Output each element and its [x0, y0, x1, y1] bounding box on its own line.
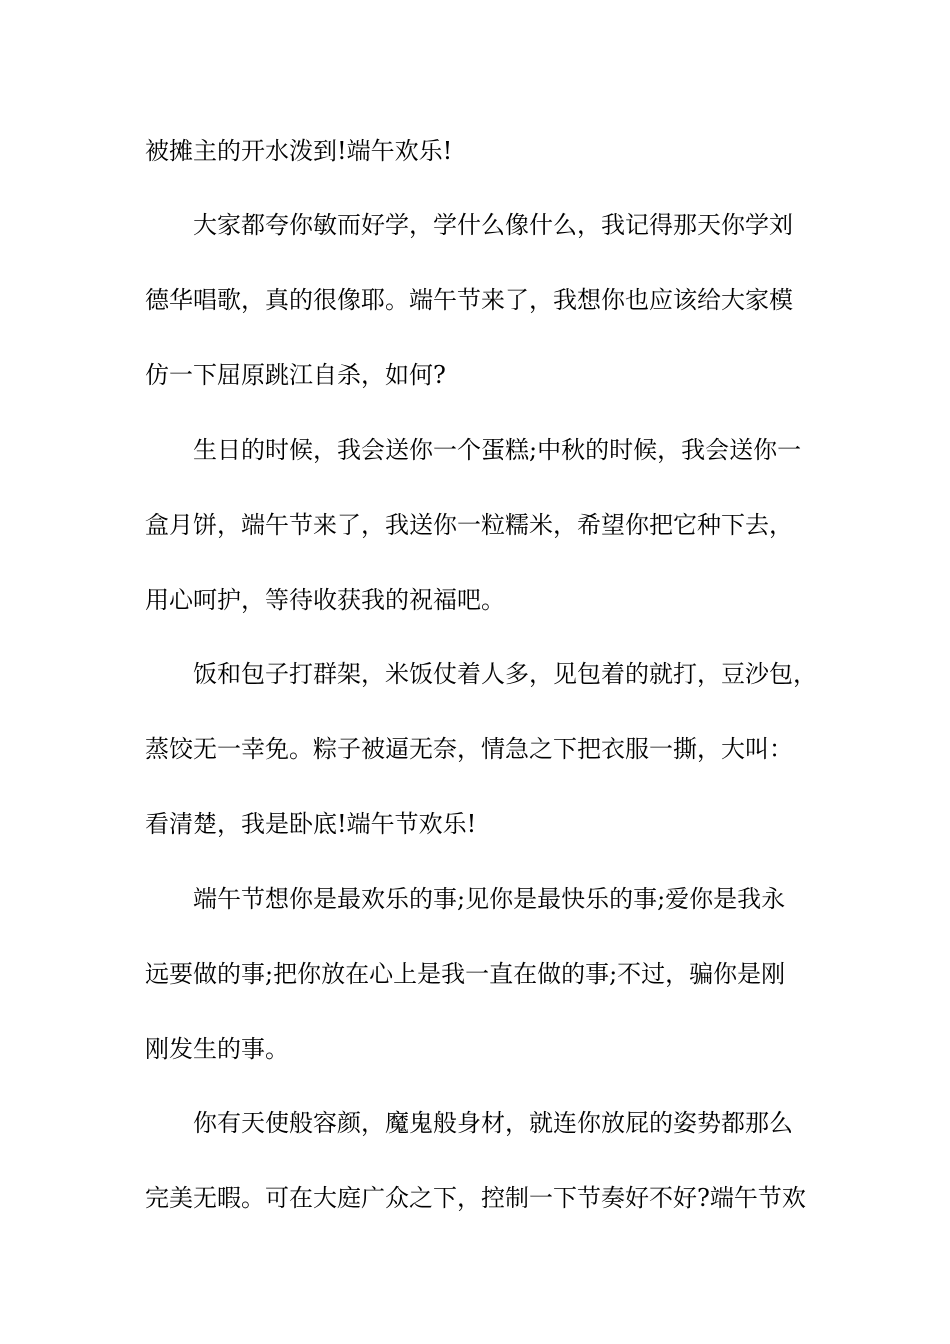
text-line: 德华唱歌，真的很像耶。端午节来了，我想你也应该给大家模: [145, 286, 793, 314]
text-line: 刚发生的事。: [145, 1035, 289, 1063]
text-line: 仿一下屈原跳江自杀，如何?: [145, 361, 446, 389]
paragraph-first-line: 端午节想你是最欢乐的事;见你是最快乐的事;爱你是我永: [193, 885, 786, 913]
paragraph-first-line: 你有天使般容颜，魔鬼般身材，就连你放屁的姿势都那么: [193, 1109, 793, 1137]
paragraph-first-line: 大家都夸你敏而好学，学什么像什么，我记得那天你学刘: [193, 211, 793, 239]
text-line: 用心呵护，等待收获我的祝福吧。: [145, 586, 505, 614]
text-line: 远要做的事;把你放在心上是我一直在做的事;不过，骗你是刚: [145, 960, 786, 988]
text-line: 蒸饺无一幸免。粽子被逼无奈，情急之下把衣服一撕，大叫：: [145, 735, 793, 763]
text-line: 盒月饼，端午节来了，我送你一粒糯米，希望你把它种下去，: [145, 511, 793, 539]
text-line: 被摊主的开水泼到!端午欢乐!: [145, 137, 453, 165]
text-line: 完美无暇。可在大庭广众之下，控制一下节奏好不好?端午节欢: [145, 1184, 806, 1212]
paragraph-first-line: 饭和包子打群架，米饭仗着人多，见包着的就打，豆沙包，: [193, 660, 817, 688]
paragraph-first-line: 生日的时候，我会送你一个蛋糕;中秋的时候，我会送你一: [193, 436, 802, 464]
text-line: 看清楚，我是卧底!端午节欢乐!: [145, 810, 477, 838]
